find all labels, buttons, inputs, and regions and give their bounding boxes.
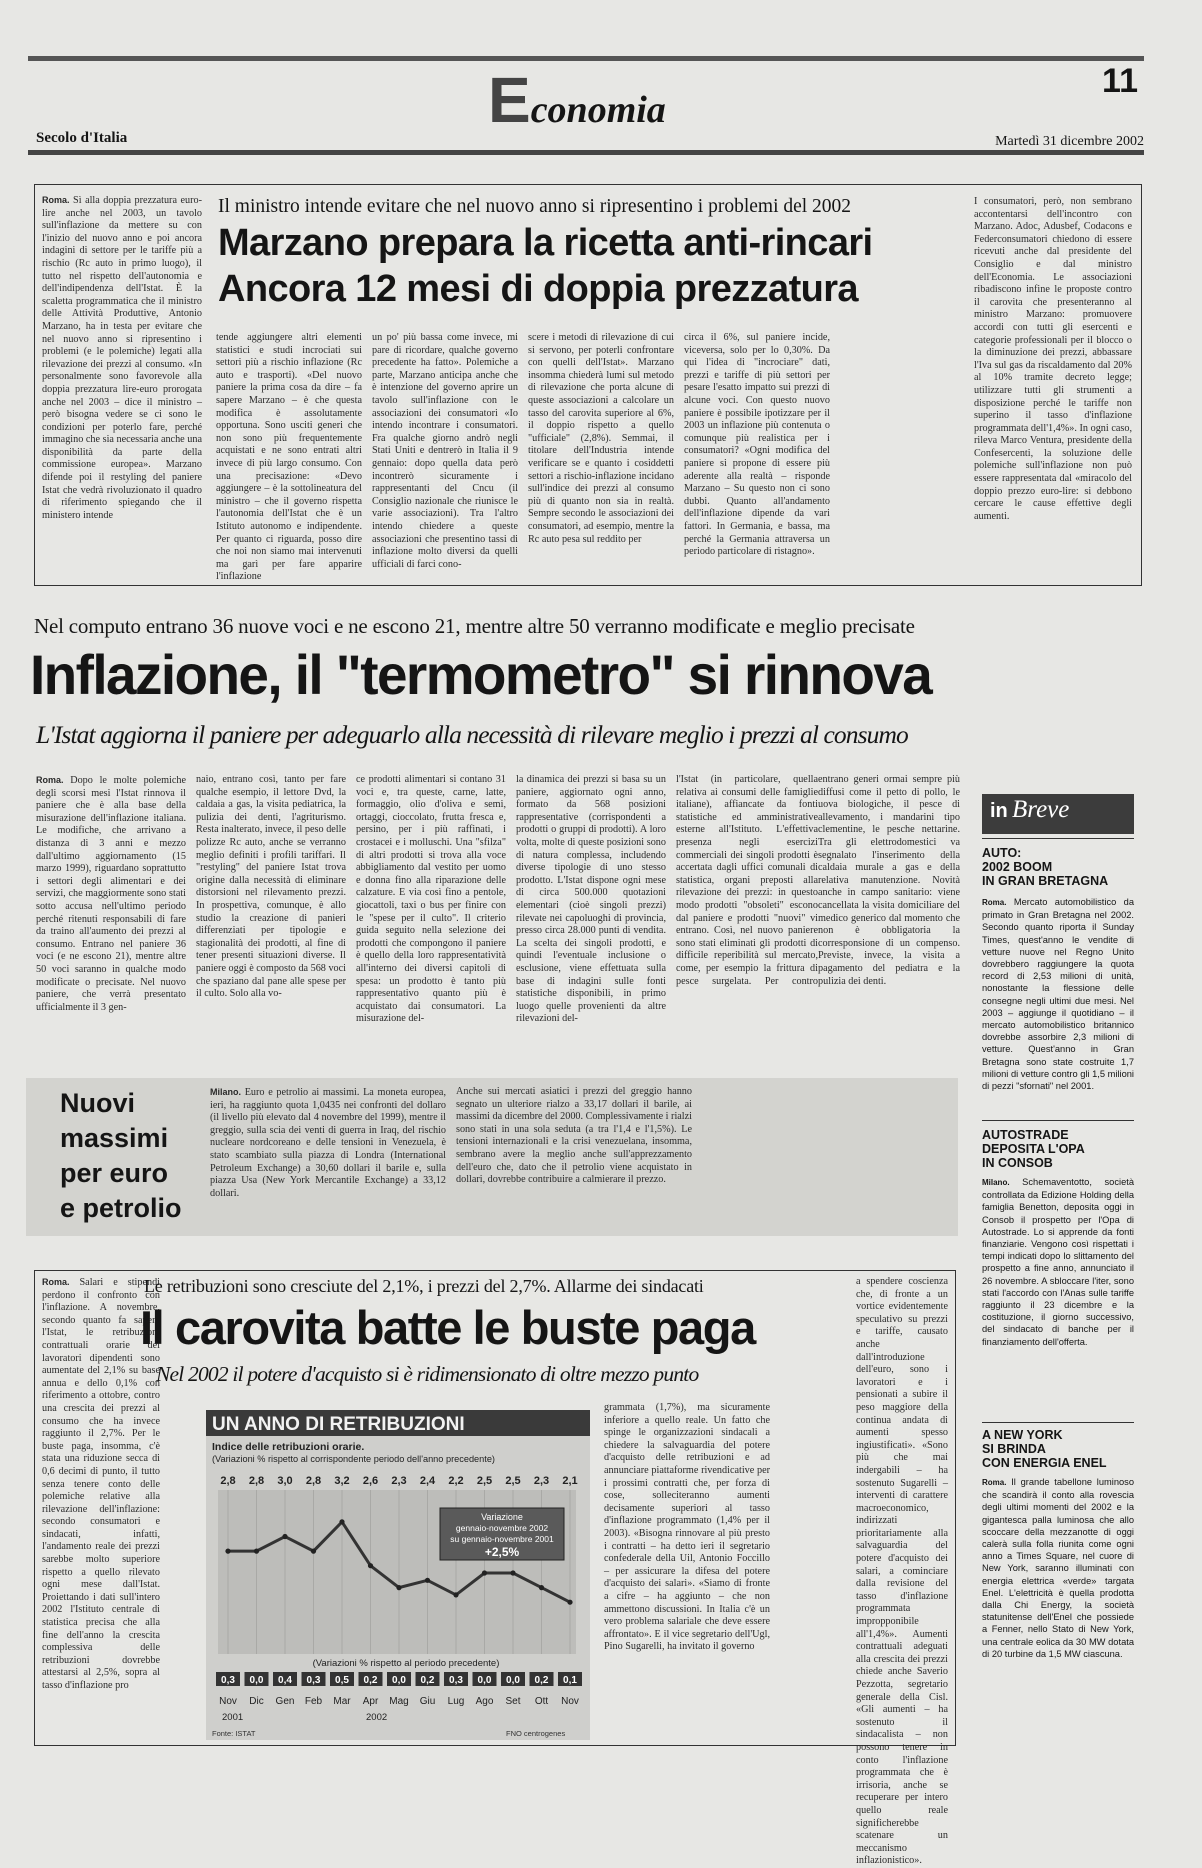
chart-point — [567, 1600, 572, 1605]
monthly-change-label: 0,0 — [249, 1675, 264, 1686]
title-line: CON ENERGIA ENEL — [982, 1456, 1107, 1470]
chart-point — [339, 1519, 344, 1524]
brief-body: Schemaventotto, società controllata da Edizione Holding della famiglia Benetton, deposita oggi in Consob il prospetto per l'Opa di Autostrade. Lo si apprende da fonti finanziarie. Vengono così rispettati i tempi indicati dopo lo slittamento del prospetto a fine anno, annunciato il 26 novembre. A sbloccare l'iter, sono stati l'accordo con l'Anas sulle tariffe raggiunto il 23 dicembre e la costituzione, il giorno successivo, del sindacato di banche per il finanziamento dell'offerta. — [982, 1177, 1134, 1347]
chart-category-label: Feb — [304, 1696, 323, 1707]
article-paniere-col-1 — [36, 774, 186, 1064]
chart-callout — [440, 1508, 564, 1560]
article-euro-title — [60, 1086, 210, 1226]
callout-value: +2,5% — [484, 1545, 520, 1559]
chart-category-label: Mag — [389, 1696, 409, 1707]
article-carovita-subhead: Nel 2002 il potere d'acquisto si è ridimensionato di oltre mezzo punto — [156, 1362, 699, 1386]
article-paniere-col-4: la dinamica dei prezzi si basa su un paniere, aggiornato ogni anno, formato da 568 posizioni rappresentative (corrispondenti a prodotti o gruppi di prodotti). A loro volta, molte di queste posizioni sono di natura complessa, includendo diverse tipologie di uno stesso prodotto. L'Istat dispone ogni mese di circa 500.000 quotazioni elementari (cioè singoli prezzi) rilevate nei capoluoghi di provincia, presso circa 28.000 punti di vendita. La scelta dei singoli prodotti, e quindi l'eventuale inclusione o esclusione, viene effettuata sulla base di indagini sulle fonti statistiche disponibili, in primo luogo quelle provenienti da altre rilevazioni del- — [516, 774, 666, 1025]
article-carovita-col-3b — [782, 1402, 948, 1738]
brief-enel — [982, 1428, 1134, 1738]
title-line: DEPOSITA L'OPA — [982, 1142, 1085, 1156]
chart-title: UN ANNO DI RETRIBUZIONI — [212, 1414, 465, 1435]
sidebar-rule — [982, 838, 1134, 839]
brief-autostrade — [982, 1128, 1134, 1446]
logo-breve: Breve — [1012, 796, 1070, 823]
chart-category-label: Set — [505, 1696, 521, 1707]
chart-source: Fonte: ISTAT — [212, 1729, 256, 1738]
title-line: IN GRAN BRETAGNA — [982, 874, 1109, 888]
chart-category-label: Lug — [447, 1696, 465, 1707]
col-text: Dopo le molte polemiche degli scorsi mesi l'Istat rinnova il paniere che è alla base della misurazione dell'inflazione italiana. Le modifiche, che arrivano a distanza di 3 anni e mezzo dall'ultimo aggiornamento (15 marzo 1999), riguardano soprattutto i settori degli alimentari e dei servizi, che maggiormente sono stati sotto accusa nell'ultimo periodo perché ritenuti responsabili di fare da traino all'aumento dei prezzi al consumo. Entrano nel paniere 36 voci (e ne escono 21), mentre altre 50 voci saranno in qualche modo modificate o precisate. Nel nuovo paniere, che verrà presentato ufficialmente il 3 gen- — [36, 775, 187, 1013]
brief-body: Il grande tabellone luminoso che scandirà il conto alla rovescia degli ultimi momenti del 2002 e la gigantesca palla luminosa che allo scoccare della mezzanotte di oggi calerà sulla folla riunita come ogni anno a Times Square, nel cuore di New York, saranno illuminati con energia elettrica «verde» targata Enel. L'elettricità è quella prodotta dalla Chi Energy, la società statunitense dell'Enel che possiede a Fenner, nello Stato di New York, una centrale eolica da 30 MW dotata di 20 turbine da 1,5 MW ciascuna. — [982, 1477, 1134, 1659]
chart-value-label: 2,5 — [505, 1475, 521, 1487]
chart-value-label: 2,8 — [248, 1475, 265, 1487]
dateline: Roma. — [982, 898, 1007, 907]
chart-point — [225, 1549, 230, 1554]
article-marzano-col-3: un po' più bassa come invece, mi pare di ricordare, qualche governo precedente ha fatto». Polemiche a parte, Marzano anticipa anche che è intenzione del governo aprire un tavolo sull'inflazione con le associazioni dei consumatori «Io intendo incontrare i consumatori. Fra qualche giorno andrò negli Stati Uniti e dentrerò in Italia il 9 gennaio: dopo quella data però incontrerò sicuramente i rappresentanti del Cncu (il Consiglio nazionale che riunisce le varie associazioni). Tra l'altro intendo chiedere a queste associazioni che presentino tassi di inflazione molto diversi da quelli ufficiali di farci cono- — [372, 332, 518, 570]
chart-category-label: Gen — [275, 1696, 295, 1707]
chart-value-label: 2,2 — [448, 1475, 464, 1487]
sidebar-rule — [982, 1120, 1134, 1121]
callout-line2: su gennaio-novembre 2001 — [450, 1534, 554, 1544]
brief-text — [982, 1476, 1134, 1738]
article-carovita-headline: Il carovita batte le buste paga — [140, 1301, 755, 1354]
article-paniere-col-3: ce prodotti alimentari si contano 31 voci e, tra queste, carne, latte, formaggio, olio d'oliva e semi, ortaggi, cioccolato, frutta fresca e, persino, per i più raffinati, i crostacei e i molluschi. Una "sfilza" di altri prodotti si trova alla voce abbigliamento dal vestito per uomo e donna fino alla riparazione delle calzature. E via così fino a pentole, giocattoli, taxi o bus per finire con le "spese per il culto". Il criterio guida seguito nella selezione dei prodotti che compongono il paniere è quello della loro rappresentatività all'interno dei diversi capitoli di spesa: un prodotto è tanto più rappresentativo quanto più è acquistato dai consumatori. La misurazione del- — [356, 774, 506, 1025]
inbreve-sidebar — [976, 784, 1144, 1744]
chart-point — [396, 1585, 401, 1590]
chart-credit: FNO centrogenes — [506, 1729, 566, 1738]
monthly-change-label: 0,5 — [335, 1675, 349, 1686]
article-paniere-headline: Inflazione, il "termometro" si rinnova — [30, 643, 932, 706]
masthead-rule — [28, 150, 1144, 155]
title-line: A NEW YORK — [982, 1428, 1063, 1442]
lead-text: Sì alla doppia prezzatura euro-lire anche nel 2003, un tavolo sull'inflazione da mettere su con l'inizio del nuovo anno e poi ancora indagini di settore per le tariffe più a rischio (Rc auto in primo luogo), il tutto nel rispetto dell'autonomia e dell'indipendenza dell'Istat. È la scaletta programmatica che il ministro delle Attività Produttive, Antonio Marzano, ha in testa per evitare che nel nuovo anno si ripresentino i problemi (e le polemiche) legati alla rilevazione dei prezzi al consumo. «In personalmente sono favorevole alla doppia prezzatura lire-euro prorogata anche nel 2003 – dice il ministro – però bisogna vedere se ci sono le condizioni per poterlo fare, perché immagino che sia necessaria anche una disponibilità da parte della commissione europea». Marzano difende poi il restyling del paniere Istat che vedrà rivoluzionato il quadro di riferimento spiegando che il ministero intende — [42, 195, 202, 521]
sidebar-rule — [982, 1422, 1134, 1423]
chart-point — [311, 1549, 316, 1554]
chart-value-label: 2,6 — [362, 1475, 379, 1487]
chart-category-label: Ott — [534, 1696, 549, 1707]
dateline: Milano. — [210, 1087, 241, 1097]
article-carovita-kicker: Le retribuzioni sono cresciute del 2,1%, i prezzi del 2,7%. Allarme dei sindacati — [144, 1276, 704, 1296]
article-marzano-kicker: Il ministro intende evitare che nel nuovo anno si ripresentino i problemi del 2002 — [218, 196, 852, 217]
monthly-change-label: 0,2 — [534, 1675, 549, 1686]
chart-category-label: Ago — [475, 1696, 494, 1707]
section-initial: E — [488, 64, 531, 136]
monthly-change-label: 0,0 — [392, 1675, 406, 1686]
top-rule — [28, 56, 1144, 61]
paper-name: Secolo d'Italia — [36, 130, 128, 146]
title-line: SI BRINDA — [982, 1442, 1046, 1456]
article-marzano-headline-1: Marzano prepara la ricetta anti-rincari — [218, 222, 873, 264]
monthly-change-label: 0,3 — [306, 1675, 321, 1686]
chart-category-label: Nov — [219, 1696, 237, 1707]
chart-value-label: 2,8 — [305, 1475, 322, 1487]
chart-point — [254, 1549, 259, 1554]
chart-category-label: Giu — [419, 1696, 436, 1707]
chart-year-2: 2002 — [366, 1712, 388, 1723]
article-euro-col-2: Anche sui mercati asiatici i prezzi del greggio hanno segnato un ulteriore rialzo a 33,17 dollari il barile, ai massimi da dicembre del 2000. Complessivamente i rialzi sono stati in una sola seduta (a tra l'1,4 e l'1,5%). Le tensioni internazionali e la crisi venezuelana, insomma, sembrano avere la meglio anche sull'apprezzamento dell'euro che, dato che il petrolio viene acquistato in dollari, dovrebbe contribuire a calmierare il prezzo. — [456, 1086, 692, 1186]
article-marzano-col-4: scere i metodi di rilevazione di cui si servono, per poterli confrontare con quelli dell'Istat». Marzano insomma chiederà lumi sul metodo di rilevazione che porta alcune di queste associazioni a calcolare un tasso del carovita superiore al 6%, il doppio rispetto a quello "ufficiale" (2,8%). Semmai, il titolare dell'Industria intende verificare se e quanto i cosiddetti settori a rischio-inflazione incidano sull'indice dei prezzi al consumo più di quanto non sia in realtà. Sempre secondo le associazioni dei consumatori, ad esempio, mentre la Rc auto pesa sul reddito per — [528, 332, 674, 545]
chart-value-label: 3,2 — [334, 1475, 350, 1487]
monthly-change-label: 0,2 — [363, 1675, 378, 1686]
col-text: Euro e petrolio ai massimi. La moneta europea, ieri, ha raggiunto quota 1,0435 nei confronti del dollaro (il livello più elevato dal 4 novembre del 1999), mentre il greggio, sulla scia dei venti di guerra in Iraq, del rischio nucleare nordcoreano e delle tensioni in Venezuela, è stato scambiato sulla piazza di Londra (International Petroleum Exchange) a 30,60 dollari il barile e, sulla piazza Usa (New York Mercantile Exchange) a 33,12 dollari. — [210, 1087, 446, 1199]
chart-value-label: 2,1 — [562, 1475, 578, 1487]
page-number: 11 — [1102, 62, 1138, 100]
chart-category-label: Nov — [561, 1696, 579, 1707]
monthly-caption: (Variazioni % rispetto al periodo precedente) — [312, 1658, 500, 1669]
chart-subtitle-1: Indice delle retribuzioni orarie. — [212, 1441, 365, 1453]
article-marzano-headline-2: Ancora 12 mesi di doppia prezzatura — [218, 268, 858, 310]
chart-value-label: 3,0 — [277, 1475, 293, 1487]
retribuzioni-chart-svg — [206, 1410, 590, 1740]
article-marzano-col-6: I consumatori, però, non sembrano accontentarsi dell'incontro con Marzano. Adoc, Adusbef, Codacons e Federconsumatori chiedono di essere ricevuti anche dal presidente del Consiglio e dal ministro dell'Economia. Le associazioni ribadiscono infine le proposte contro il carovita che presenteranno al ministro Marzano: promuovere accordi con tutti gli esercenti e categorie professionali per il blocco o la diminuzione dei prezzi, abbassare l'Iva sul gas da riscaldamento dal 20% al 10% tramite decreto legge; utilizzare tutti gli strumenti a disposizione perché le tariffe non superino il tasso d'inflazione programmata dell'1,4%». In ogni caso, rileva Marco Ventura, presidente della Confesercenti, la soluzione delle polemiche sull'inflazione non può essere rappresentata dal «miracolo del doppio prezzo euro-lire: si debbono cercare le cause effettive degli aumenti. — [974, 196, 1132, 522]
issue-date: Martedì 31 dicembre 2002 — [995, 134, 1144, 149]
title-line: IN CONSOB — [982, 1156, 1053, 1170]
dateline: Roma. — [982, 1478, 1007, 1487]
dateline: Roma. — [42, 1277, 70, 1287]
dateline: Roma. — [36, 775, 64, 785]
brief-auto — [982, 846, 1134, 1146]
chart-point — [368, 1563, 373, 1568]
dateline: Roma. — [42, 195, 70, 205]
brief-text — [982, 1176, 1134, 1446]
chart-point — [282, 1534, 287, 1539]
title-line: per euro — [60, 1158, 169, 1188]
brief-title — [982, 846, 1134, 888]
article-paniere-subhead: L'Istat aggiorna il paniere per adeguarlo alla necessità di rilevare meglio i prezzi al consumo — [36, 720, 908, 749]
monthly-change-label: 0,0 — [477, 1675, 492, 1686]
brief-text — [982, 896, 1134, 1146]
article-paniere-kicker: Nel computo entrano 36 nuove voci e ne escono 21, mentre altre 50 verranno modificate e meglio precisate — [34, 614, 915, 638]
chart-point — [453, 1592, 458, 1597]
title-line: AUTO: — [982, 846, 1022, 860]
chart-value-label: 2,3 — [533, 1475, 550, 1487]
monthly-change-label: 0,1 — [563, 1675, 577, 1686]
chart-year-1: 2001 — [222, 1712, 244, 1723]
retribuzioni-chart — [206, 1410, 590, 1740]
title-line: e petrolio — [60, 1193, 182, 1223]
article-paniere-col-2: naio, entrano così, tanto per fare qualche esempio, il lettore Dvd, la caldaia a gas, la visita pediatrica, la pulizia dei denti, l'agriturismo. Resta inalterato, invece, il peso delle polizze Rc auto, anche se verranno meglio definiti i profili tariffari. Il "restyling" del paniere Istat trova origine dalla necessità di eliminare distorsioni nel rilevamento prezzi. In prospettiva, comunque, è allo studio la creazione di panieri differenziati per tipologie e stagionalità dei prodotti, al fine di tener presenti situazioni diverse. Il paniere oggi è composto da 568 voci che spaziano dal pane alle spese per il culto. Solo alla vo- — [196, 774, 346, 1000]
chart-point — [510, 1570, 515, 1575]
brief-title — [982, 1428, 1134, 1470]
section-title — [488, 64, 666, 136]
brief-body: Mercato automobilistico da primato in Gran Bretagna nel 2002. Secondo quanto riporta il Sunday Times, quest'anno le vendite di vetture nuove nel Regno Unito dovrebbero raggiungere la quota record di 2,53 milioni di unità, nonostante la flessione delle consegne negli ultimi due mesi. Nel 2003 – aggiunge il quotidiano – il mercato automobilistico britannico dovrebbe assorbire 2,3 milioni di vetture. Quest'anno in Gran Bretagna sono state costruite 1,7 milioni di vetture contro gli 1,5 milioni di pezzi "sfornati" nel 2001. — [982, 897, 1134, 1092]
brief-title — [982, 1128, 1134, 1170]
article-paniere-col-5: l'Istat (in particolare, quella relativa ai consumi delle famiglie italiane), affiancate da fonti statistiche ed amministrative esterne all'Istituto. L'effettiva presenza negli esercizi commerciali dei singoli prodotti è accertata dagli uffici comunali di statistica, organi preposti alla rilevazione dei prezzi: in questo modo prodotti "obsoleti" escono dal paniere e prodotti "nuovi" vi entrano. Così, nel nuovo paniere sono stati eliminati gli prodotti di difficile reperibilità sul mercato, come, per esempio la frittura di pesce surgelata. Per contro entrano generi ormai sempre più diffusi come il petto di pollo, le uova biologiche, il pesce di allevamento, i mandarini tipo clementine, le pesche nettarine. Tra gli elettrodomestici va segnalato l'inserimento della caldaia murale a gas e della relativa manutenzione. Novità anche in campo sanitario: viene cancellata la visita domiciliare del medico generico dal momento che non è obbligatoria la corresponsione di un compenso. Previste, invece, la visita a pagamento del pediatra e la pulizia dei denti. — [676, 774, 960, 987]
chart-category-label: Dic — [249, 1696, 264, 1707]
monthly-change-label: 0,2 — [420, 1675, 435, 1686]
chart-category-label: Mar — [333, 1696, 351, 1707]
monthly-change-label: 0,4 — [278, 1675, 292, 1686]
monthly-change-label: 0,0 — [506, 1675, 520, 1686]
chart-value-label: 2,4 — [419, 1475, 436, 1487]
monthly-change-label: 0,3 — [449, 1675, 463, 1686]
callout-line1: gennaio-novembre 2002 — [455, 1523, 549, 1533]
article-carovita-col-3: a spendere coscienza che, di fronte a un vortice evidentemente speculativo su prezzi e tariffe, causato anche dall'introduzione dell'euro, sono i lavoratori e i pensionati a subire il peso maggiore della continua andata di aumenti spesso ingiustificati». «Sono più che mai indergabili – ha sostenuto Sugarelli – interventi di carattere macroeconomico, indirizzati prioritariamente alla salvaguardia del potere d'acquisto dei salari, a cominciare dalla revisione del tasso d'inflazione programmata impropponibile all'1,4%». Aumenti contrattuali adeguati alla crescita dei prezzi chiede anche Saverio Pezzotta, segretario generale della Cisl. «Gli aumenti – ha sostenuto il sindacalista – non possono tenere in conto l'inflazione programmata che è irrisoria, anche se recuperare per intero quello reale significherebbe scatenare un meccanismo inflazionistico». — [856, 1276, 948, 1867]
chart-point — [482, 1570, 487, 1575]
inbreve-logo — [982, 794, 1134, 834]
callout-title: Variazione — [481, 1512, 523, 1522]
article-euro-col-1 — [210, 1086, 446, 1226]
title-line: massimi — [60, 1123, 169, 1153]
chart-point — [539, 1585, 544, 1590]
chart-value-label: 2,3 — [391, 1475, 407, 1487]
article-marzano-col-5: circa il 6%, sul paniere incide, viceversa, solo per lo 0,30%. Da qui l'idea di "incrociare" dati, prezzi e tariffe di più settori per pesare l'esatto impatto sui prezzi di alcune voci. Con questo nuovo paniere è possibile ipotizzare per il 2003 un inflazione più contenuta o comunque più realistica per i consumatori? «Ogni modifica del paniere si propone di essere più aderente alla realtà – risponde Marzano – Su questo non ci sono dubbi. Quanto all'andamento dell'inflazione dipende da vari fattori. In Germania, e bassa, ma perché la Germania attraversa un periodo particolare di ristagno». — [684, 332, 830, 558]
chart-category-label: Apr — [362, 1696, 379, 1707]
title-line: 2002 BOOM — [982, 860, 1053, 874]
chart-value-label: 2,8 — [220, 1475, 236, 1487]
title-line: Nuovi — [60, 1088, 136, 1118]
monthly-change-label: 0,3 — [221, 1675, 235, 1686]
logo-in: in — [990, 800, 1008, 822]
title-line: AUTOSTRADE — [982, 1128, 1069, 1142]
article-marzano-lead — [42, 194, 202, 578]
dateline: Milano. — [982, 1178, 1010, 1187]
chart-value-label: 2,5 — [476, 1475, 493, 1487]
chart-subtitle-2: (Variazioni % rispetto al corrispondente periodo dell'anno precedente) — [212, 1454, 495, 1464]
chart-point — [425, 1578, 430, 1583]
section-name: conomia — [530, 89, 666, 131]
col-text: Salari e stipendi perdono il confronto con l'inflazione. A novembre, secondo quanto fa sapere l'Istat, le retribuzioni contrattuali orarie dei lavoratori dipendenti sono aumentate del 2,1% su base annua e dello 0,1% con riferimento a ottobre, contro una crescita dei prezzi al consumo che ha invece raggiunto il 2,7%. Per le buste paga, insomma, c'è stata una riduzione secca di 0,6 decimi di punto, il tutto senza tenere conto delle polemiche relative alla rilevazione dell'inflazione: secondo consumatori e sindacati, infatti, l'andamento reale dei prezzi sarebbe molto superiore rispetto a quello rilevato ogni mese dall'Istat. Proiettando i dati sull'intero 2002 l'Istituto centrale di statistica precisa che alla fine dell'anno la crescita complessiva delle retribuzioni dovrebbe attestarsi al 2,5%, sopra al tasso d'inflazione pro — [42, 1277, 161, 1691]
article-carovita-col-2: grammata (1,7%), ma sicuramente inferiore a quello reale. Un fatto che spinge le organizzazioni sindacali a chiedere la salvaguardia del potere d'acquisto delle retribuzioni e ad annunciare piattaforme rivendicative per i prossimi contratti che, per forza di cose, solleciteranno aumenti decisamente superiori al tasso d'inflazione programmato (1,4% per il 2003). «Bisogna rinnovare al più presto i contratti – ha detto ieri il segretario confederale della Uil, Antonio Foccillo – per assicurare la difesa del potere d'acquisto dei salari». «Siamo di fronte a cifre – ha aggiunto – che non ammettono discussioni. In Italia c'è un vero problema salariale che deve essere affrontato». E il vice segretario dell'Ugl, Pino Sugarelli, ha invitato il governo — [604, 1402, 770, 1653]
article-marzano-col-2: tende aggiungere altri elementi statistici e studi incrociati sui settori più a rischio inflazione (Rc auto e trasporti). «Del nuovo paniere la prima cosa da dire – fa sapere Marzano – è che questa modifica è assolutamente opportuna. Sono usciti generi che non sono più frequentemente acquistati e ne sono entrati altri invece di più largo consumo. Con una precisazione: «Devo aggiungere – è la sottolineatura del ministro – che il governo rispetta l'autonomia dell'Istat che è un Istituto autonomo e indipendente. Per quanto ci riguarda, posso dire che noi non siamo mai intervenuti ma garì per fare apparire l'inflazione — [216, 332, 362, 583]
